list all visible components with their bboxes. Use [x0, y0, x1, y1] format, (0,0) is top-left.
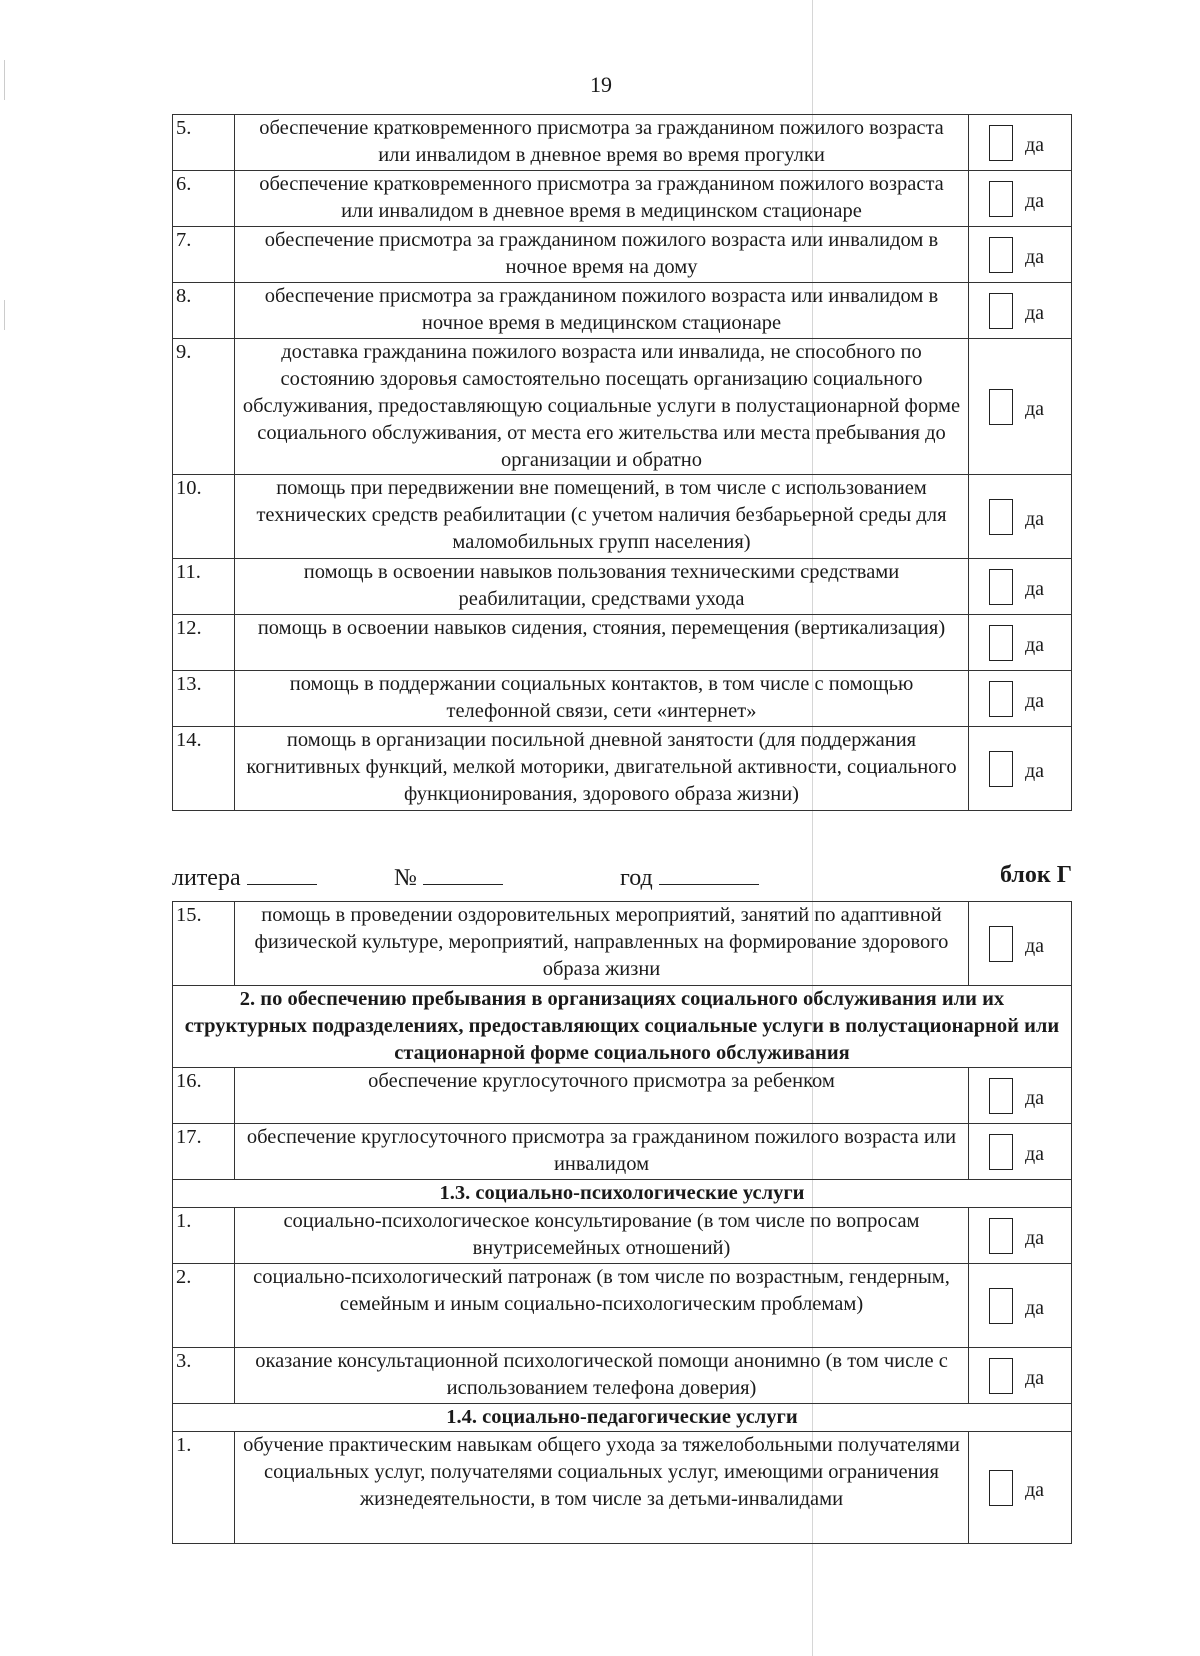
service-row: [173, 671, 1072, 727]
yes-checkbox[interactable]: [989, 751, 1013, 787]
service-row: [173, 1068, 1072, 1124]
section-header-row: [173, 1404, 1072, 1432]
yes-checkbox[interactable]: [989, 1218, 1013, 1254]
block-label: блок Г: [1000, 862, 1072, 888]
service-description: помощь в проведении оздоровительных мероприятий, занятий по адаптивной физической культуре, мероприятий, направленных на формирование здорового образа жизни: [235, 902, 969, 986]
service-description: обеспечение присмотра за гражданином пожилого возраста или инвалидом в ночное время в медицинском стационаре: [235, 283, 969, 339]
services-table-top: [172, 114, 1072, 811]
service-description: помощь при передвижении вне помещений, в том числе с использованием технических средств реабилитации (с учетом наличия безбарьерной среды для маломобильных групп населения): [235, 475, 969, 559]
scan-edge-mark: [4, 60, 5, 100]
section-header: 2. по обеспечению пребывания в организациях социального обслуживания или их структурных подразделениях, предоставляющих социальные услуги в полустационарной или стационарной форме социального обслуживания: [173, 986, 1072, 1068]
yes-checkbox[interactable]: [989, 1358, 1013, 1394]
scan-edge-mark: [4, 300, 5, 330]
row-number: 5.: [173, 115, 235, 171]
service-row: [173, 1264, 1072, 1348]
service-row: [173, 115, 1072, 171]
yes-label: да: [1025, 759, 1045, 782]
checkbox-cell: [969, 475, 1072, 559]
checkbox-cell: [969, 671, 1072, 727]
yes-label: да: [1025, 577, 1045, 600]
section-header-row: [173, 1180, 1072, 1208]
yes-label: да: [1025, 1142, 1045, 1165]
service-description: обучение практическим навыкам общего ухода за тяжелобольными получателями социальных услуг, получателями социальных услуг, имеющими ограничения жизнедеятельности, в том числе за детьми-инвалидами: [235, 1432, 969, 1544]
row-number: 15.: [173, 902, 235, 986]
service-row: [173, 1124, 1072, 1180]
checkbox-cell: [969, 727, 1072, 811]
checkbox-cell: [969, 615, 1072, 671]
checkbox-cell: [969, 1068, 1072, 1124]
row-number: 13.: [173, 671, 235, 727]
service-row: [173, 727, 1072, 811]
number-field: [394, 862, 503, 892]
checkbox-cell: [969, 283, 1072, 339]
number-label: №: [394, 865, 417, 891]
year-field: [620, 862, 759, 892]
services-table-bottom: [172, 901, 1072, 1544]
service-row: [173, 559, 1072, 615]
yes-checkbox[interactable]: [989, 1134, 1013, 1170]
section-header-row: [173, 986, 1072, 1068]
service-description: помощь в освоении навыков пользования техническими средствами реабилитации, средствами ухода: [235, 559, 969, 615]
service-description: обеспечение круглосуточного присмотра за ребенком: [235, 1068, 969, 1124]
service-row: [173, 171, 1072, 227]
service-description: обеспечение кратковременного присмотра за гражданином пожилого возраста или инвалидом в дневное время во время прогулки: [235, 115, 969, 171]
service-description: обеспечение кратковременного присмотра за гражданином пожилого возраста или инвалидом в дневное время в медицинском стационаре: [235, 171, 969, 227]
row-number: 12.: [173, 615, 235, 671]
yes-label: да: [1025, 633, 1045, 656]
checkbox-cell: [969, 559, 1072, 615]
checkbox-cell: [969, 902, 1072, 986]
yes-label: да: [1025, 507, 1045, 530]
service-row: [173, 1348, 1072, 1404]
service-row: [173, 902, 1072, 986]
service-description: социально-психологический патронаж (в том числе по возрастным, гендерным, семейным и иным социально-психологическим проблемам): [235, 1264, 969, 1348]
section-header: 1.4. социально-педагогические услуги: [173, 1404, 1072, 1432]
litera-label: литера: [172, 865, 241, 891]
service-row: [173, 339, 1072, 475]
service-description: доставка гражданина пожилого возраста или инвалида, не способного по состоянию здоровья самостоятельно посещать организацию социального обслуживания, предоставляющую социальные услуги в полустационарной форме социального обслуживания, от места его жительства или места пребывания до организации и обратно: [235, 339, 969, 475]
service-description: обеспечение присмотра за гражданином пожилого возраста или инвалидом в ночное время на дому: [235, 227, 969, 283]
number-blank[interactable]: [423, 862, 503, 885]
checkbox-cell: [969, 1264, 1072, 1348]
row-number: 10.: [173, 475, 235, 559]
litera-line: [172, 862, 1072, 892]
page-number: 19: [590, 72, 612, 97]
yes-label: да: [1025, 1296, 1045, 1319]
row-number: 1.: [173, 1432, 235, 1544]
yes-checkbox[interactable]: [989, 237, 1013, 273]
service-description: оказание консультационной психологической помощи анонимно (в том числе с использованием телефона доверия): [235, 1348, 969, 1404]
yes-checkbox[interactable]: [989, 389, 1013, 425]
year-label: год: [620, 865, 653, 891]
yes-label: да: [1025, 1478, 1045, 1501]
row-number: 3.: [173, 1348, 235, 1404]
service-row: [173, 475, 1072, 559]
yes-checkbox[interactable]: [989, 181, 1013, 217]
service-row: [173, 1432, 1072, 1544]
yes-label: да: [1025, 301, 1045, 324]
row-number: 17.: [173, 1124, 235, 1180]
row-number: 14.: [173, 727, 235, 811]
checkbox-cell: [969, 339, 1072, 475]
service-description: обеспечение круглосуточного присмотра за гражданином пожилого возраста или инвалидом: [235, 1124, 969, 1180]
row-number: 7.: [173, 227, 235, 283]
row-number: 1.: [173, 1208, 235, 1264]
checkbox-cell: [969, 1348, 1072, 1404]
yes-label: да: [1025, 689, 1045, 712]
yes-label: да: [1025, 934, 1045, 957]
service-row: [173, 283, 1072, 339]
service-description: помощь в организации посильной дневной занятости (для поддержания когнитивных функций, мелкой моторики, двигательной активности, социального функционирования, здорового образа жизни): [235, 727, 969, 811]
yes-checkbox[interactable]: [989, 499, 1013, 535]
yes-label: да: [1025, 397, 1045, 420]
service-description: помощь в поддержании социальных контактов, в том числе с помощью телефонной связи, сети «интернет»: [235, 671, 969, 727]
row-number: 2.: [173, 1264, 235, 1348]
litera-blank[interactable]: [247, 862, 317, 885]
checkbox-cell: [969, 227, 1072, 283]
service-row: [173, 227, 1072, 283]
yes-label: да: [1025, 189, 1045, 212]
yes-checkbox[interactable]: [989, 1470, 1013, 1506]
yes-checkbox[interactable]: [989, 681, 1013, 717]
section-header: 1.3. социально-психологические услуги: [173, 1180, 1072, 1208]
service-description: помощь в освоении навыков сидения, стояния, перемещения (вертикализация): [235, 615, 969, 671]
service-row: [173, 1208, 1072, 1264]
checkbox-cell: [969, 1208, 1072, 1264]
yes-checkbox[interactable]: [989, 293, 1013, 329]
row-number: 16.: [173, 1068, 235, 1124]
litera-field: [172, 862, 317, 892]
checkbox-cell: [969, 115, 1072, 171]
yes-checkbox[interactable]: [989, 1078, 1013, 1114]
year-blank[interactable]: [659, 862, 759, 885]
yes-checkbox[interactable]: [989, 1288, 1013, 1324]
row-number: 9.: [173, 339, 235, 475]
checkbox-cell: [969, 1124, 1072, 1180]
yes-checkbox[interactable]: [989, 569, 1013, 605]
yes-checkbox[interactable]: [989, 926, 1013, 962]
yes-label: да: [1025, 133, 1045, 156]
checkbox-cell: [969, 171, 1072, 227]
yes-label: да: [1025, 1086, 1045, 1109]
row-number: 11.: [173, 559, 235, 615]
service-row: [173, 615, 1072, 671]
row-number: 8.: [173, 283, 235, 339]
yes-label: да: [1025, 1366, 1045, 1389]
yes-checkbox[interactable]: [989, 125, 1013, 161]
checkbox-cell: [969, 1432, 1072, 1544]
yes-label: да: [1025, 245, 1045, 268]
yes-checkbox[interactable]: [989, 625, 1013, 661]
row-number: 6.: [173, 171, 235, 227]
service-description: социально-психологическое консультирование (в том числе по вопросам внутрисемейных отношений): [235, 1208, 969, 1264]
yes-label: да: [1025, 1226, 1045, 1249]
